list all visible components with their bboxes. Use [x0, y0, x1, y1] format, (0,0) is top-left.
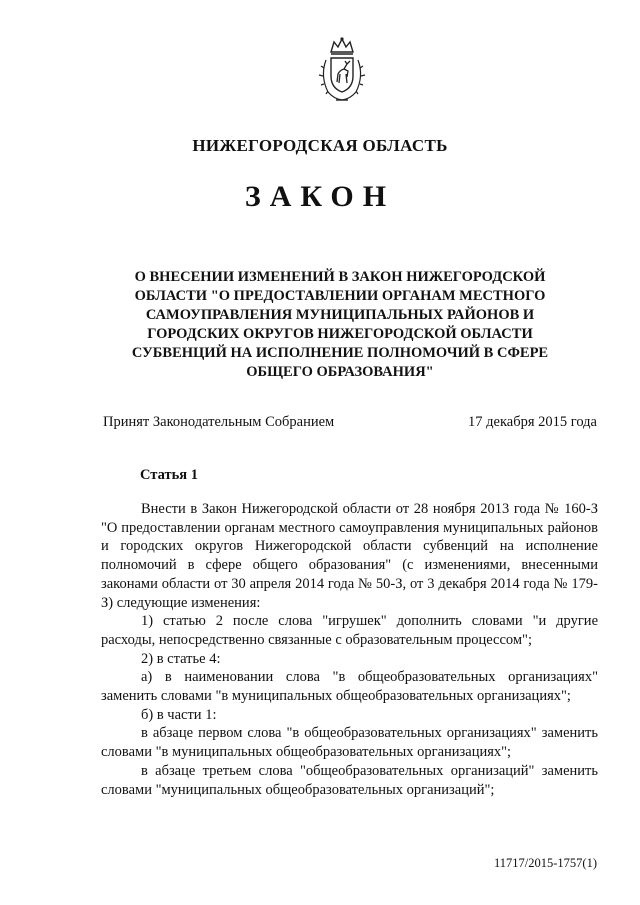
paragraph: а) в наименовании слова "в общеобразовательных организациях" заменить словами "в муниципальных общеобразовательных организациях"; [101, 669, 598, 705]
paragraph: б) в части 1: [141, 706, 217, 723]
document-code: 11717/2015-1757(1) [494, 856, 597, 870]
adopted-by: Принят Законодательным Собранием [103, 414, 335, 430]
law-title: О ВНЕСЕНИИ ИЗМЕНЕНИЙ В ЗАКОН НИЖЕГОРОДСКОЙ ОБЛАСТИ "О ПРЕДОСТАВЛЕНИИ ОРГАНАМ МЕСТНОГО САМОУПРАВЛЕНИЯ МУНИЦИПАЛЬНЫХ РАЙОНОВ И ГОРОДСКИХ ОКРУГОВ НИЖЕГОРОДСКОЙ ОБЛАСТИ СУБВЕНЦИЙ НА ИСПОЛНЕНИЕ ПОЛНОМОЧИЙ В СФЕРЕ ОБЩЕГО ОБРАЗОВАНИЯ" [131, 269, 549, 380]
paragraph: Внести в Закон Нижегородской области от 28 ноября 2013 года № 160-З "О предоставлении органам местного самоуправления муниципальных районов и городских округов Нижегородской области субвенций на исполнение полномочий в сфере общего образования" (с изменениями, внесенными законами области от 30 апреля 2014 года № 50-З, от 3 декабря 2014 года № 179-З) следующие изменения: [101, 501, 598, 611]
adoption-date: 17 декабря 2015 года [468, 414, 597, 430]
article-heading: Статья 1 [140, 467, 198, 483]
region-name: НИЖЕГОРОДСКАЯ ОБЛАСТЬ [192, 136, 448, 155]
article-body [101, 500, 598, 799]
paragraph: в абзаце первом слова "в общеобразовательных организациях" заменить словами "в муниципальных общеобразовательных организациях"; [101, 725, 598, 761]
document-type: ЗАКОН [244, 180, 396, 213]
paragraph: в абзаце третьем слова "общеобразовательных организаций" заменить словами "муниципальных общеобразовательных организаций"; [101, 762, 598, 798]
paragraph: 1) статью 2 после слова "игрушек" дополнить словами "и другие расходы, непосредственно связанные с образовательным процессом"; [101, 613, 598, 648]
paragraph: 2) в статье 4: [141, 650, 221, 667]
coat-of-arms-icon [314, 36, 370, 104]
